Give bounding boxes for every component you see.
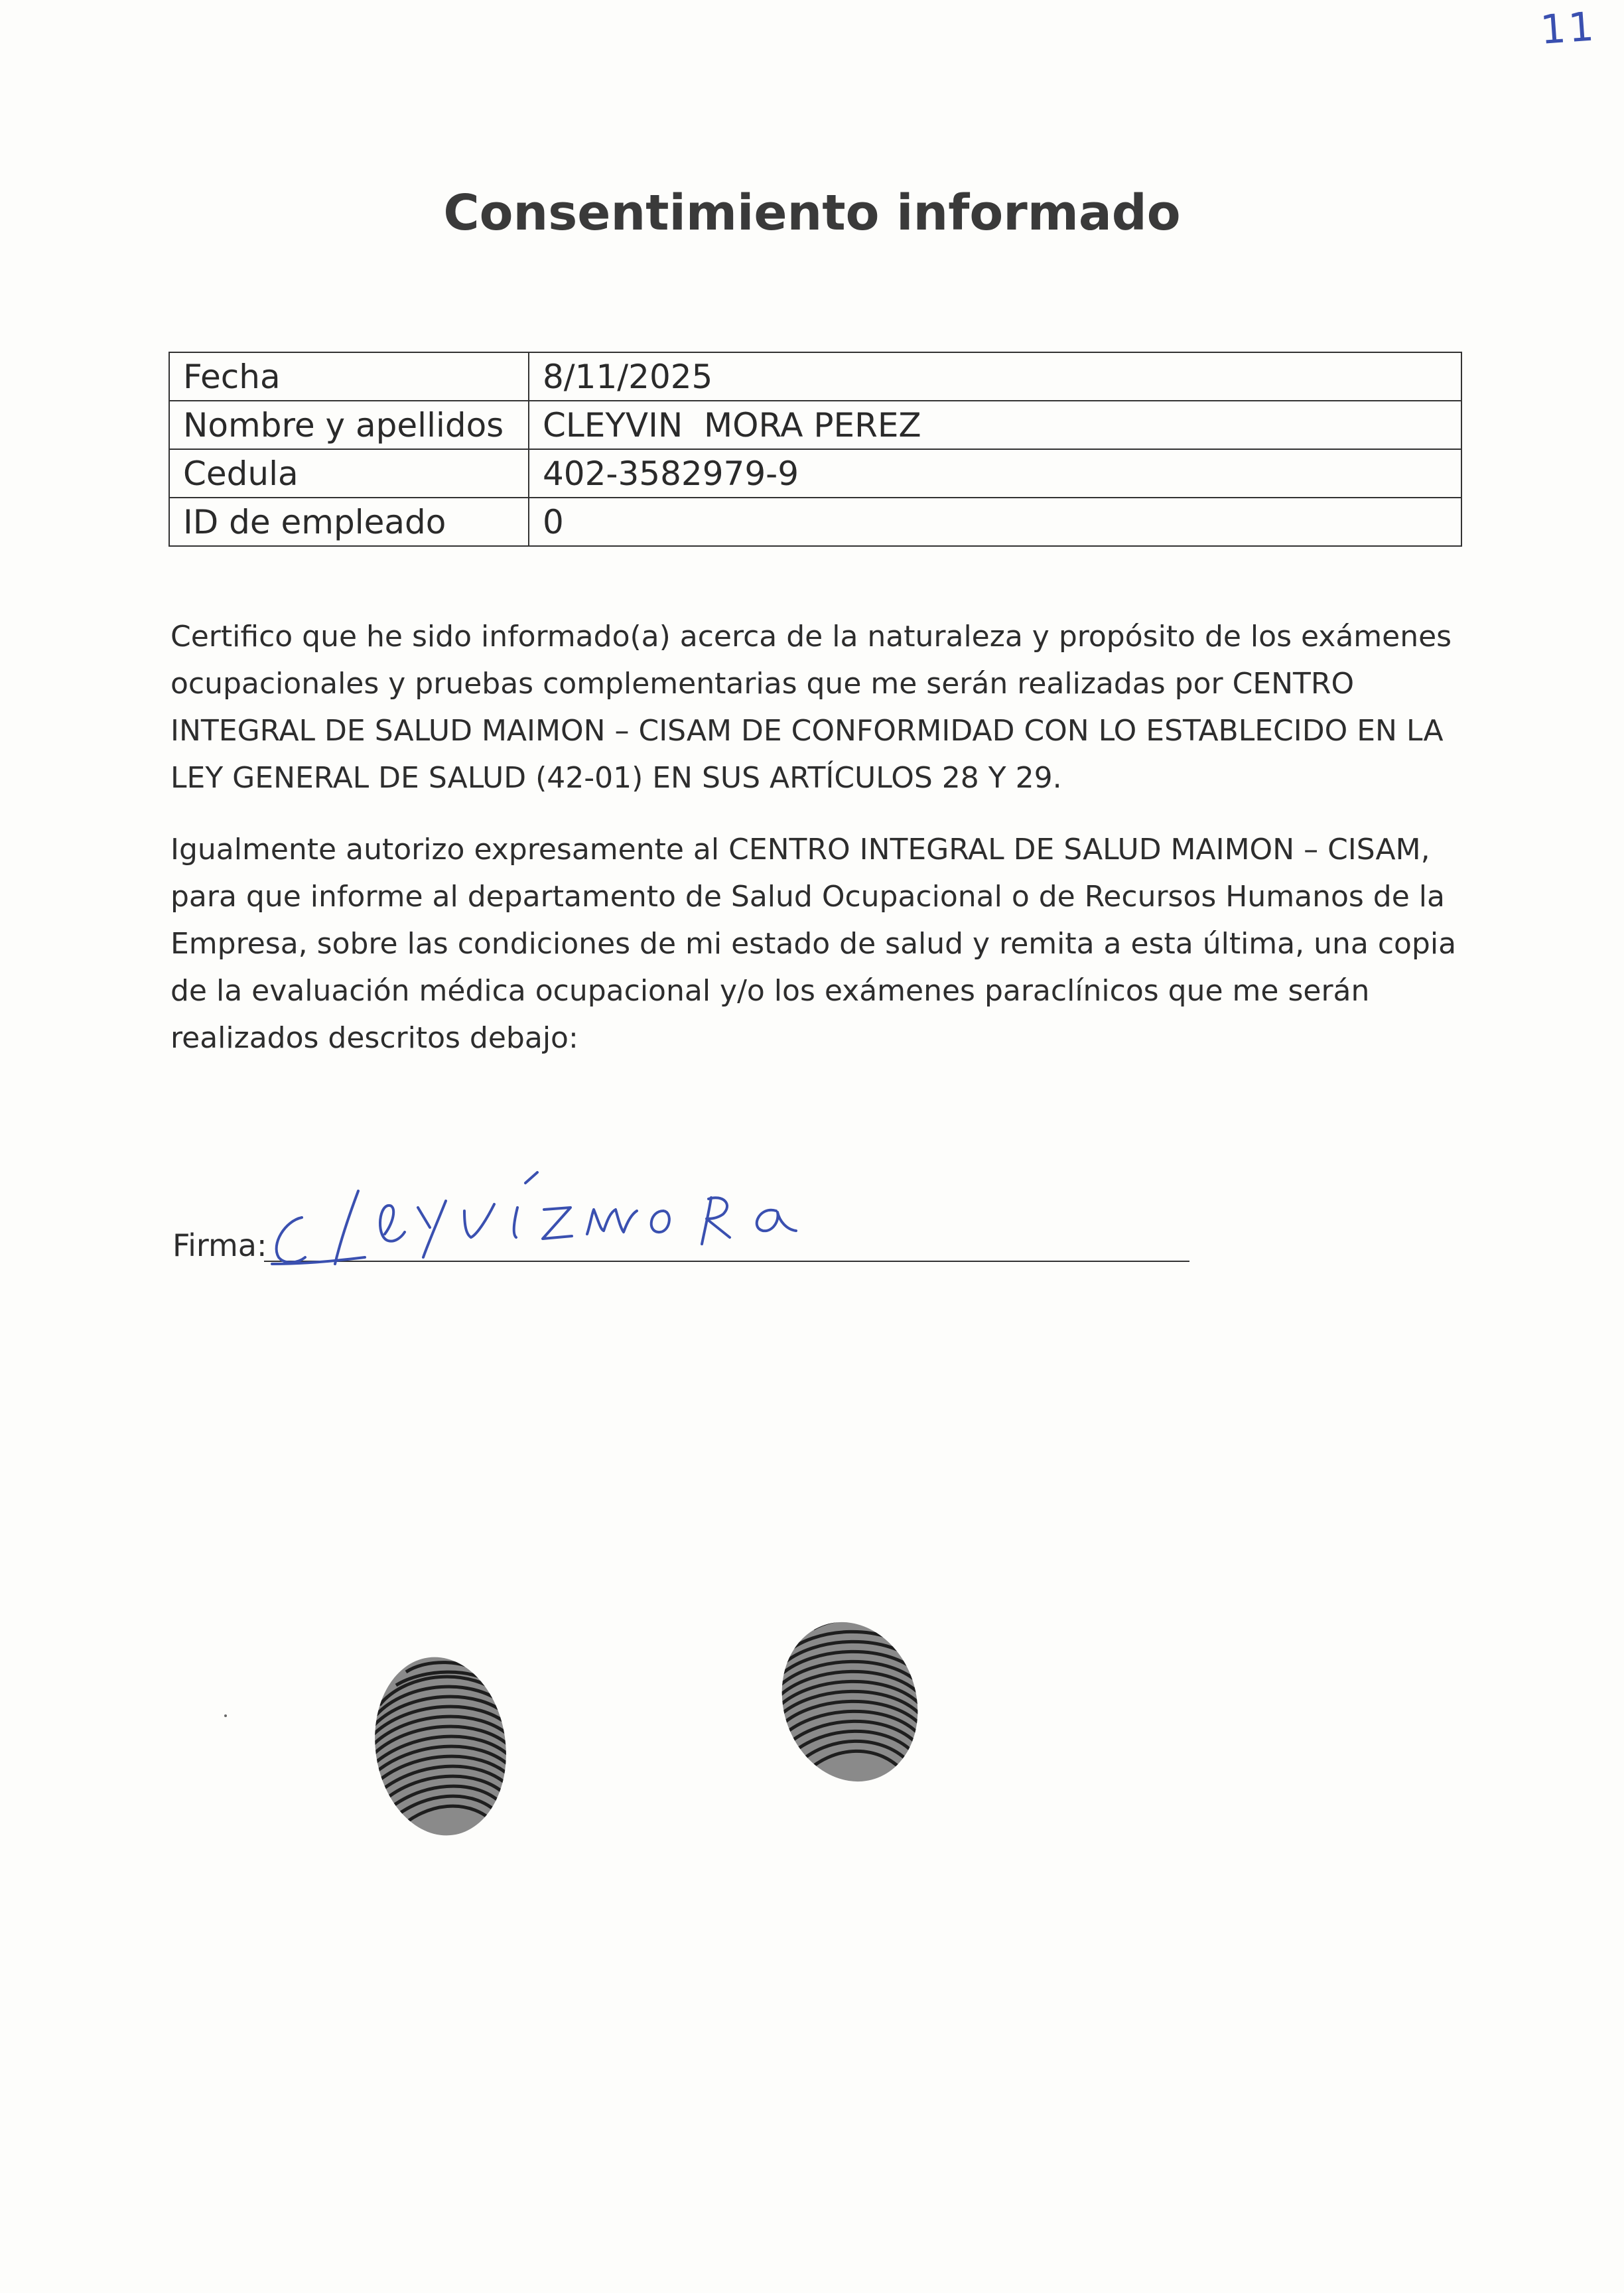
handwritten-signature [265, 1158, 809, 1277]
table-value: 8/11/2025 [529, 352, 1461, 401]
consent-paragraph-2: Igualmente autorizo expresamente al CENTRO INTEGRAL DE SALUD MAIMON – CISAM, para que informe al departamento de Salud Ocupacional o de Recursos Humanos de la Empresa, sobre las condiciones de mi estado de salud y remita a esta última, una copia de la evaluación médica ocupacional y/o los exámenes paraclínicos que me serán realizados descritos debajo: [170, 833, 1457, 1055]
table-row-id-empleado [169, 498, 1461, 546]
table-row-cedula [169, 449, 1461, 498]
table-value: 0 [529, 498, 1461, 546]
info-table [169, 352, 1462, 547]
fingerprint-right [774, 1616, 926, 1791]
table-label: Nombre y apellidos [169, 401, 529, 449]
table-label: ID de empleado [169, 498, 529, 546]
signature-label: Firma: [172, 1227, 267, 1263]
consent-paragraph-1: Certifico que he sido informado(a) acerca de la naturaleza y propósito de los exámenes ocupacionales y pruebas complementarias que me serán realizadas por CENTRO INTEGRAL DE SALUD MAIMON – CISAM DE CONFORMIDAD CON LO ESTABLECIDO EN LA LEY GENERAL DE SALUD (42-01) EN SUS ARTÍCULOS 28 Y 29. [170, 620, 1452, 795]
page-number: 11 [1538, 3, 1598, 54]
ink-speck [224, 1714, 227, 1717]
table-row-fecha [169, 352, 1461, 401]
table-label: Fecha [169, 352, 529, 401]
table-value: CLEYVIN MORA PEREZ [529, 401, 1461, 449]
table-value: 402-3582979-9 [529, 449, 1461, 498]
table-row-nombre [169, 401, 1461, 449]
page-title: Consentimiento informado [443, 184, 1181, 242]
table-label: Cedula [169, 449, 529, 498]
fingerprint-left [366, 1652, 519, 1844]
